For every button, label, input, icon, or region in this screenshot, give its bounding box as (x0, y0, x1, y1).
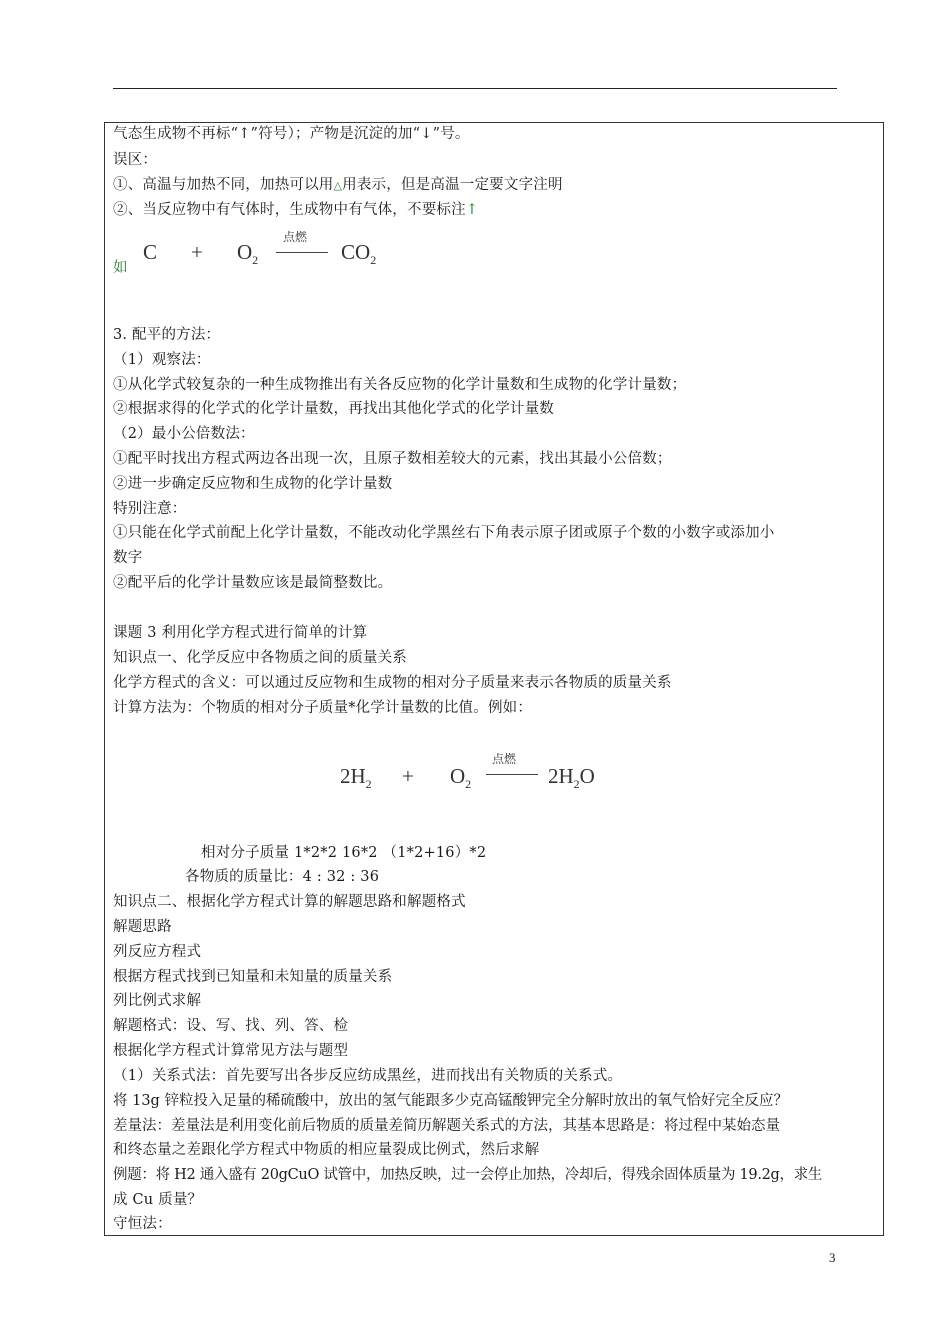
text-line: ①只能在化学式前配上化学计量数，不能改动化学黑丝右下角表示原子团或原子个数的小数字或添加小 (113, 525, 775, 541)
reaction-bar (276, 252, 328, 253)
equation-prefix: 如 (113, 260, 128, 276)
text-segment: ①、高温与加热不同，加热可以用 (113, 177, 334, 193)
header-rule (113, 88, 837, 89)
heat-triangle-icon: △ (333, 179, 343, 192)
page-number: 3 (829, 1250, 836, 1265)
text-line: ①配平时找出方程式两边各出现一次，且原子数相差较大的元素，找出其最小公倍数； (113, 451, 672, 467)
text-line: 例题：将 H2 通入盛有 20gCuO 试管中，加热反映，过一会停止加热，冷却后，得残余固体质量为 19.2g，求生 (113, 1167, 823, 1183)
text-line: ①从化学式较复杂的一种生成物推出有关各反应物的化学计量数和生成物的化学计量数； (113, 377, 687, 393)
text-line: 列比例式求解 (113, 993, 202, 1009)
text-line: （1）观察法： (113, 352, 211, 368)
text-line: 知识点一、化学反应中各物质之间的质量关系 (113, 650, 407, 666)
product-2h2o-subscript: 2 (573, 777, 580, 792)
text-line: 解题思路 (113, 919, 172, 935)
product-2h2o (548, 764, 595, 792)
text-line: 列反应方程式 (113, 944, 202, 960)
text-line: 根据方程式找到已知量和未知量的质量关系 (113, 969, 393, 985)
text-line: 守恒法： (113, 1216, 172, 1232)
text-line: 相对分子质量 1*2*2 16*2 （1*2+16）*2 (201, 845, 487, 861)
text-line: 知识点二、根据化学方程式计算的解题思路和解题格式 (113, 894, 466, 910)
text-line: 成 Cu 质量？ (113, 1192, 203, 1208)
text-line: ②根据求得的化学式的化学计量数，再找出其他化学式的化学计量数 (113, 401, 554, 417)
up-arrow-icon: ↑ (465, 202, 479, 218)
product-2h2o-symbol: 2H (548, 764, 574, 788)
plus-sign: + (191, 240, 203, 264)
plus-sign: + (402, 764, 414, 788)
text-line: 特别注意： (113, 501, 187, 517)
text-line: 将 13g 锌粒投入足量的稀硫酸中，放出的氢气能跟多少克高锰酸钾完全分解时放出的氧气恰好完全反应？ (113, 1093, 788, 1109)
reactant-2h2-subscript: 2 (365, 777, 372, 792)
reactant-2h2 (340, 764, 372, 792)
text-line: （1）关系式法：首先要写出各步反应纺成黑丝，进而找出有关物质的关系式。 (113, 1068, 623, 1084)
product-2h2o-oxygen: O (579, 764, 595, 788)
text-line: 误区： (113, 152, 158, 168)
text-line: ②进一步确定反应物和生成物的化学计量数 (113, 476, 393, 492)
reactant-o2-symbol: O (237, 240, 253, 264)
text-line: 解题格式：设、写、找、列、答、检 (113, 1018, 349, 1034)
text-line: 气态生成物不再标“↑”符号）；产物是沉淀的加“↓”号。 (113, 126, 470, 142)
text-line: ②配平后的化学计量数应该是最简整数比。 (113, 575, 393, 591)
text-line (113, 175, 563, 196)
reactant-o2-symbol: O (450, 764, 466, 788)
text-line: （2）最小公倍数法： (113, 426, 255, 442)
text-line: 计算方法为：个物质的相对分子质量*化学计量数的比值。例如： (113, 700, 533, 716)
text-line (113, 200, 478, 220)
reactant-o2-subscript: 2 (465, 777, 472, 792)
text-line: 和终态量之差跟化学方程式中物质的相应量裂成比例式，然后求解 (113, 1142, 540, 1158)
text-line: 数字 (113, 550, 143, 566)
reaction-condition: 点燃 (492, 752, 517, 766)
reactant-o2 (237, 240, 258, 268)
product-co2-subscript: 2 (370, 253, 377, 268)
product-co2-symbol: CO (341, 240, 371, 264)
reactant-o2 (450, 764, 471, 792)
reactant-c: C (143, 240, 158, 264)
reactant-2h2-symbol: 2H (340, 764, 366, 788)
text-line: 3. 配平的方法： (113, 327, 221, 343)
reactant-o2-subscript: 2 (252, 253, 259, 268)
product-co2 (341, 240, 376, 268)
equation-c-o2 (113, 228, 413, 278)
equation-h2-o2 (340, 748, 620, 798)
text-line: 化学方程式的含义：可以通过反应物和生成物的相对分子质量来表示各物质的质量关系 (113, 675, 672, 691)
text-segment: 用表示，但是高温一定要文字注明 (342, 177, 563, 193)
section-title: 课题 3 利用化学方程式进行简单的计算 (113, 625, 368, 641)
text-segment: ②、当反应物中有气体时，生成物中有气体，不要标注 (113, 202, 466, 218)
text-line: 根据化学方程式计算常见方法与题型 (113, 1043, 349, 1059)
reaction-condition: 点燃 (283, 230, 308, 244)
text-line: 各物质的质量比：4 : 32 : 36 (185, 869, 380, 885)
text-line: 差量法：差量法是利用变化前后物质的质量差简历解题关系式的方法，其基本思路是：将过程中某始态量 (113, 1118, 780, 1134)
reaction-bar (486, 774, 538, 775)
